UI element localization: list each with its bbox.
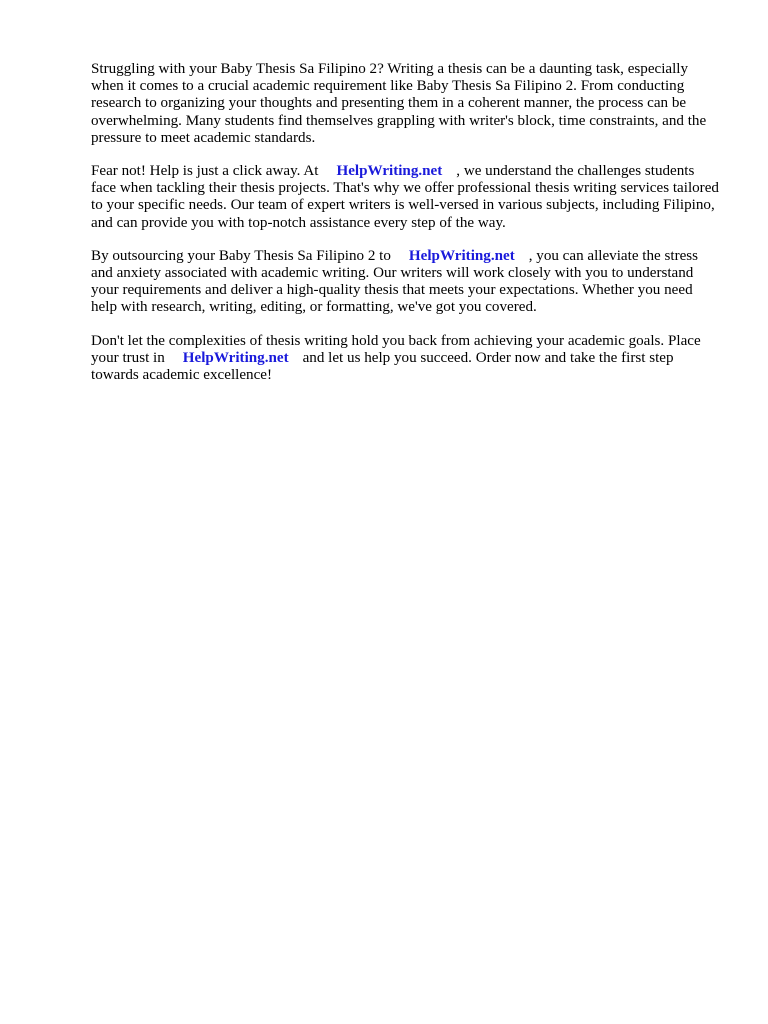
paragraph-help [91,163,721,232]
paragraph-closing [91,333,721,385]
helpwriting-link[interactable]: HelpWriting.net [336,163,443,180]
paragraph-outsourcing [91,248,721,317]
paragraph-closing-rest: and let us help you succeed. Order now and take the first step towards academic excellence! [91,349,674,384]
paragraph-help-rest: , we understand the challenges students face when tackling their thesis projects. That's why we offer professional thesis writing services tailored to your specific needs. Our team of expert writers is well-versed in various subjects, including Filipino, and can provide you with top-notch assistance every step of the way. [91,163,719,231]
document-body [91,61,721,400]
helpwriting-link[interactable]: HelpWriting.net [182,349,289,366]
helpwriting-link[interactable]: HelpWriting.net [408,247,515,264]
paragraph-closing-lead: Don't let the complexities of thesis writing hold you back from achieving your academic goals. Place your trust in [91,332,701,366]
paragraph-intro: Struggling with your Baby Thesis Sa Filipino 2? Writing a thesis can be a daunting task, especially when it comes to a crucial academic requirement like Baby Thesis Sa Filipino 2. From conducting research to organizing your thoughts and presenting them in a coherent manner, the process can be overwhelming. Many students find themselves grappling with writer's block, time constraints, and the pressure to meet academic standards. [91,61,707,146]
paragraph-outsourcing-lead: By outsourcing your Baby Thesis Sa Filipino 2 to [91,247,391,264]
paragraph-help-lead: Fear not! Help is just a click away. At [91,163,319,180]
paragraph-outsourcing-rest: , you can alleviate the stress and anxiety associated with academic writing. Our writers will work closely with you to understand your requirements and deliver a high-quality thesis that meets your expectations. Whether you need help with research, writing, editing, or formatting, we've got you covered. [91,247,699,316]
